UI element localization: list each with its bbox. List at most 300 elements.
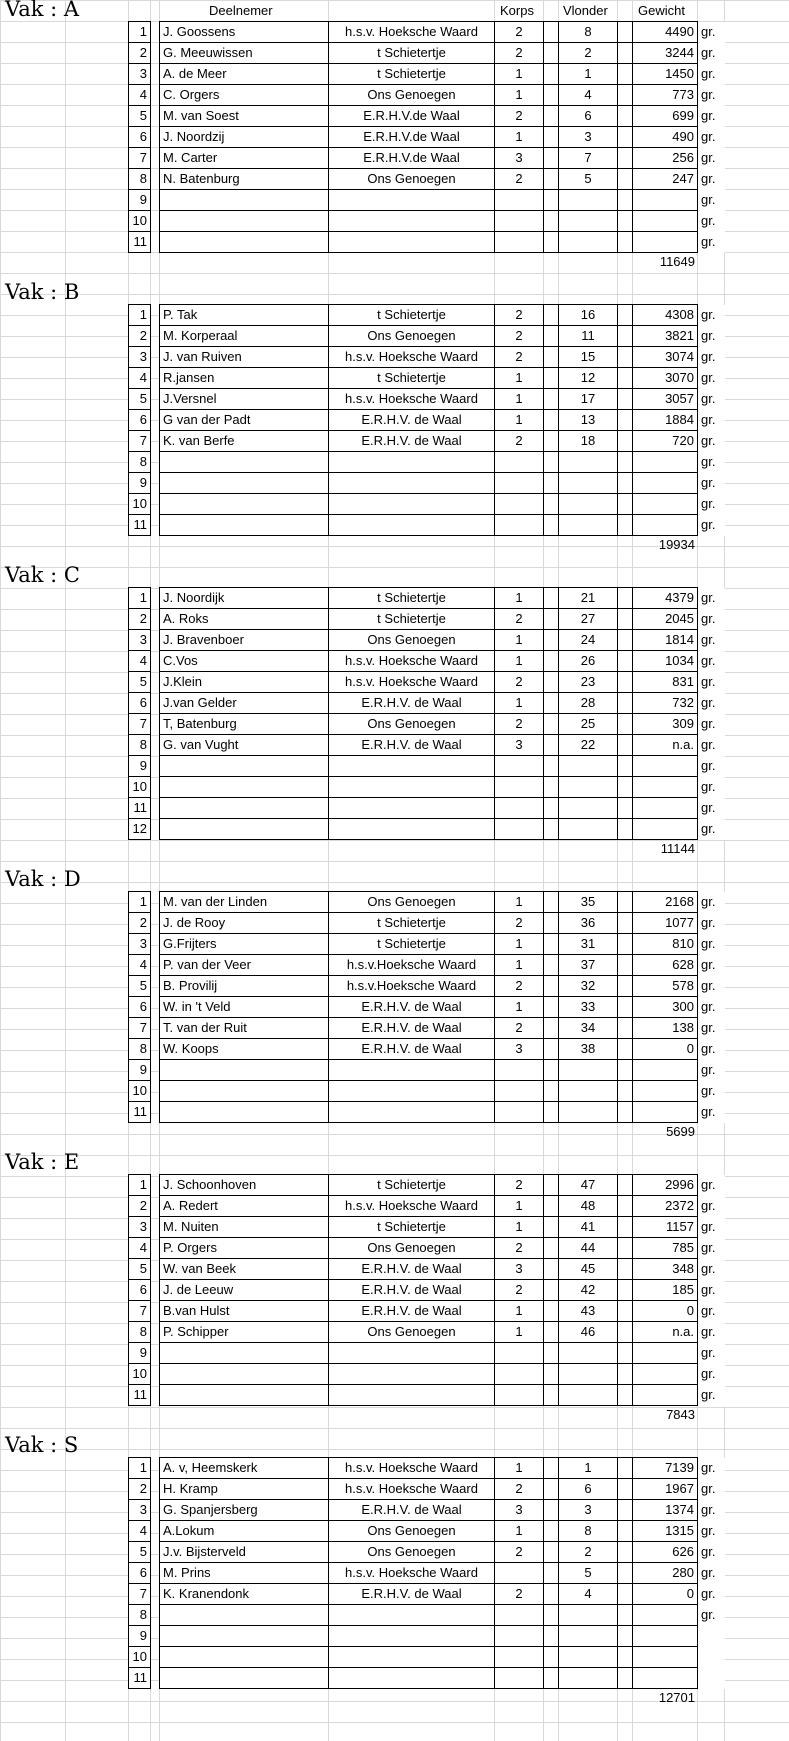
platform-cell[interactable] <box>559 1668 618 1689</box>
empty-cell[interactable] <box>544 976 559 997</box>
corps-cell[interactable] <box>495 1385 544 1406</box>
club-cell[interactable]: t Schietertje <box>329 1175 495 1196</box>
weight-cell[interactable] <box>633 1102 698 1123</box>
club-cell[interactable]: E.R.H.V. de Waal <box>329 1280 495 1301</box>
row-number[interactable]: 2 <box>129 913 151 934</box>
row-number[interactable]: 10 <box>129 1647 151 1668</box>
empty-cell[interactable] <box>544 651 559 672</box>
corps-cell[interactable]: 1 <box>495 64 544 85</box>
row-number[interactable]: 2 <box>129 326 151 347</box>
unit-cell[interactable]: gr. <box>698 1343 725 1364</box>
platform-cell[interactable] <box>559 777 618 798</box>
corps-cell[interactable]: 1 <box>495 934 544 955</box>
row-number[interactable]: 11 <box>129 1385 151 1406</box>
unit-cell[interactable]: gr. <box>698 368 725 389</box>
club-cell[interactable]: E.R.H.V. de Waal <box>329 997 495 1018</box>
club-cell[interactable]: E.R.H.V. de Waal <box>329 410 495 431</box>
spacer-cell[interactable] <box>151 368 160 389</box>
participant-cell[interactable]: G van der Padt <box>160 410 329 431</box>
weight-cell[interactable] <box>633 473 698 494</box>
corps-cell[interactable]: 1 <box>495 1196 544 1217</box>
row-number[interactable]: 3 <box>129 347 151 368</box>
club-cell[interactable]: Ons Genoegen <box>329 892 495 913</box>
club-cell[interactable] <box>329 494 495 515</box>
platform-cell[interactable]: 47 <box>559 1175 618 1196</box>
corps-cell[interactable]: 2 <box>495 976 544 997</box>
participant-cell[interactable]: K. Kranendonk <box>160 1584 329 1605</box>
empty-cell[interactable] <box>618 997 633 1018</box>
unit-cell[interactable]: gr. <box>698 934 725 955</box>
spacer-cell[interactable] <box>151 1018 160 1039</box>
corps-cell[interactable]: 1 <box>495 955 544 976</box>
platform-cell[interactable] <box>559 1647 618 1668</box>
platform-cell[interactable]: 13 <box>559 410 618 431</box>
empty-cell[interactable] <box>618 389 633 410</box>
participant-cell[interactable]: W. in 't Veld <box>160 997 329 1018</box>
club-cell[interactable]: t Schietertje <box>329 43 495 64</box>
platform-cell[interactable]: 12 <box>559 368 618 389</box>
unit-cell[interactable]: gr. <box>698 85 725 106</box>
club-cell[interactable]: Ons Genoegen <box>329 714 495 735</box>
club-cell[interactable]: Ons Genoegen <box>329 1322 495 1343</box>
corps-cell[interactable]: 1 <box>495 85 544 106</box>
participant-cell[interactable]: H. Kramp <box>160 1479 329 1500</box>
empty-cell[interactable] <box>618 1039 633 1060</box>
empty-cell[interactable] <box>544 127 559 148</box>
spacer-cell[interactable] <box>151 1647 160 1668</box>
weight-cell[interactable]: 773 <box>633 85 698 106</box>
spacer-cell[interactable] <box>151 1280 160 1301</box>
row-number[interactable]: 4 <box>129 1238 151 1259</box>
corps-cell[interactable]: 1 <box>495 651 544 672</box>
spacer-cell[interactable] <box>151 714 160 735</box>
weight-cell[interactable] <box>633 1668 698 1689</box>
spacer-cell[interactable] <box>151 756 160 777</box>
club-cell[interactable] <box>329 232 495 253</box>
participant-cell[interactable]: G.Frijters <box>160 934 329 955</box>
club-cell[interactable] <box>329 1605 495 1626</box>
spacer-cell[interactable] <box>151 672 160 693</box>
participant-cell[interactable]: J. Noordijk <box>160 588 329 609</box>
row-number[interactable]: 8 <box>129 1605 151 1626</box>
empty-cell[interactable] <box>618 1584 633 1605</box>
unit-cell[interactable]: gr. <box>698 588 725 609</box>
empty-cell[interactable] <box>544 106 559 127</box>
empty-cell[interactable] <box>544 1458 559 1479</box>
corps-cell[interactable] <box>495 452 544 473</box>
platform-cell[interactable]: 3 <box>559 127 618 148</box>
unit-cell[interactable]: gr. <box>698 1521 725 1542</box>
corps-cell[interactable]: 1 <box>495 368 544 389</box>
empty-cell[interactable] <box>544 1479 559 1500</box>
weight-cell[interactable]: 3057 <box>633 389 698 410</box>
weight-cell[interactable] <box>633 1081 698 1102</box>
empty-cell[interactable] <box>544 1259 559 1280</box>
platform-cell[interactable] <box>559 1626 618 1647</box>
platform-cell[interactable]: 2 <box>559 43 618 64</box>
empty-cell[interactable] <box>618 1175 633 1196</box>
spacer-cell[interactable] <box>151 1626 160 1647</box>
club-cell[interactable]: h.s.v. Hoeksche Waard <box>329 347 495 368</box>
unit-cell[interactable]: gr. <box>698 326 725 347</box>
platform-cell[interactable]: 25 <box>559 714 618 735</box>
empty-cell[interactable] <box>618 494 633 515</box>
empty-cell[interactable] <box>544 1175 559 1196</box>
unit-cell[interactable]: gr. <box>698 232 725 253</box>
spacer-cell[interactable] <box>151 127 160 148</box>
weight-cell[interactable]: 7139 <box>633 1458 698 1479</box>
row-number[interactable]: 9 <box>129 1343 151 1364</box>
empty-cell[interactable] <box>618 22 633 43</box>
weight-cell[interactable]: 1077 <box>633 913 698 934</box>
participant-cell[interactable]: A.Lokum <box>160 1521 329 1542</box>
empty-cell[interactable] <box>618 1196 633 1217</box>
weight-cell[interactable]: 1034 <box>633 651 698 672</box>
unit-cell[interactable]: gr. <box>698 1196 725 1217</box>
platform-cell[interactable]: 24 <box>559 630 618 651</box>
spacer-cell[interactable] <box>151 1060 160 1081</box>
empty-cell[interactable] <box>544 169 559 190</box>
empty-cell[interactable] <box>544 1343 559 1364</box>
participant-cell[interactable] <box>160 1081 329 1102</box>
empty-cell[interactable] <box>544 389 559 410</box>
spacer-cell[interactable] <box>151 913 160 934</box>
platform-cell[interactable]: 3 <box>559 1500 618 1521</box>
row-number[interactable]: 1 <box>129 1458 151 1479</box>
participant-cell[interactable]: J. de Leeuw <box>160 1280 329 1301</box>
participant-cell[interactable] <box>160 798 329 819</box>
platform-cell[interactable]: 1 <box>559 64 618 85</box>
corps-cell[interactable]: 2 <box>495 714 544 735</box>
platform-cell[interactable] <box>559 1364 618 1385</box>
participant-cell[interactable] <box>160 1647 329 1668</box>
participant-cell[interactable]: P. Schipper <box>160 1322 329 1343</box>
corps-cell[interactable] <box>495 1668 544 1689</box>
club-cell[interactable] <box>329 190 495 211</box>
unit-cell[interactable]: gr. <box>698 630 725 651</box>
participant-cell[interactable]: J. Goossens <box>160 22 329 43</box>
empty-cell[interactable] <box>544 934 559 955</box>
corps-cell[interactable] <box>495 1626 544 1647</box>
empty-cell[interactable] <box>618 672 633 693</box>
unit-cell[interactable]: gr. <box>698 1500 725 1521</box>
unit-cell[interactable]: gr. <box>698 1479 725 1500</box>
unit-cell[interactable]: gr. <box>698 22 725 43</box>
unit-cell[interactable]: gr. <box>698 1039 725 1060</box>
unit-cell[interactable]: gr. <box>698 1563 725 1584</box>
unit-cell[interactable]: gr. <box>698 347 725 368</box>
corps-cell[interactable]: 1 <box>495 693 544 714</box>
club-cell[interactable] <box>329 1081 495 1102</box>
platform-cell[interactable] <box>559 473 618 494</box>
spacer-cell[interactable] <box>151 305 160 326</box>
weight-cell[interactable] <box>633 1626 698 1647</box>
platform-cell[interactable]: 23 <box>559 672 618 693</box>
weight-cell[interactable]: 185 <box>633 1280 698 1301</box>
row-number[interactable]: 9 <box>129 756 151 777</box>
weight-cell[interactable] <box>633 494 698 515</box>
participant-cell[interactable]: M. Carter <box>160 148 329 169</box>
corps-cell[interactable]: 2 <box>495 1584 544 1605</box>
empty-cell[interactable] <box>544 1280 559 1301</box>
empty-cell[interactable] <box>544 1647 559 1668</box>
platform-cell[interactable] <box>559 1385 618 1406</box>
empty-cell[interactable] <box>618 1081 633 1102</box>
weight-cell[interactable]: 2372 <box>633 1196 698 1217</box>
unit-cell[interactable]: gr. <box>698 913 725 934</box>
club-cell[interactable] <box>329 798 495 819</box>
corps-cell[interactable] <box>495 777 544 798</box>
participant-cell[interactable]: M. Nuiten <box>160 1217 329 1238</box>
club-cell[interactable]: Ons Genoegen <box>329 85 495 106</box>
weight-cell[interactable] <box>633 232 698 253</box>
corps-cell[interactable] <box>495 1364 544 1385</box>
row-number[interactable]: 10 <box>129 211 151 232</box>
participant-cell[interactable]: B.van Hulst <box>160 1301 329 1322</box>
club-cell[interactable]: Ons Genoegen <box>329 1542 495 1563</box>
unit-cell[interactable]: gr. <box>698 1238 725 1259</box>
club-cell[interactable]: h.s.v. Hoekschе Waard <box>329 22 495 43</box>
empty-cell[interactable] <box>618 43 633 64</box>
club-cell[interactable] <box>329 1668 495 1689</box>
weight-cell[interactable] <box>633 452 698 473</box>
unit-cell[interactable]: gr. <box>698 1102 725 1123</box>
weight-cell[interactable]: 810 <box>633 934 698 955</box>
row-number[interactable]: 5 <box>129 1259 151 1280</box>
weight-cell[interactable]: 831 <box>633 672 698 693</box>
weight-cell[interactable]: 1315 <box>633 1521 698 1542</box>
corps-cell[interactable]: 2 <box>495 672 544 693</box>
weight-cell[interactable]: 309 <box>633 714 698 735</box>
unit-cell[interactable] <box>698 1668 725 1689</box>
empty-cell[interactable] <box>618 473 633 494</box>
row-number[interactable]: 1 <box>129 305 151 326</box>
weight-cell[interactable]: n.a. <box>633 735 698 756</box>
unit-cell[interactable]: gr. <box>698 819 725 840</box>
empty-cell[interactable] <box>544 1584 559 1605</box>
unit-cell[interactable]: gr. <box>698 756 725 777</box>
club-cell[interactable]: E.R.H.V. de Waal <box>329 1584 495 1605</box>
club-cell[interactable]: E.R.H.V. de Waal <box>329 1259 495 1280</box>
empty-cell[interactable] <box>544 913 559 934</box>
row-number[interactable]: 11 <box>129 1668 151 1689</box>
corps-cell[interactable] <box>495 798 544 819</box>
participant-cell[interactable]: J.van Gelder <box>160 693 329 714</box>
weight-cell[interactable] <box>633 1364 698 1385</box>
spacer-cell[interactable] <box>151 410 160 431</box>
platform-cell[interactable] <box>559 452 618 473</box>
corps-cell[interactable]: 2 <box>495 1542 544 1563</box>
unit-cell[interactable]: gr. <box>698 955 725 976</box>
spacer-cell[interactable] <box>151 431 160 452</box>
empty-cell[interactable] <box>618 106 633 127</box>
row-number[interactable]: 5 <box>129 672 151 693</box>
unit-cell[interactable]: gr. <box>698 43 725 64</box>
row-number[interactable]: 10 <box>129 1081 151 1102</box>
corps-cell[interactable] <box>495 1060 544 1081</box>
platform-cell[interactable]: 45 <box>559 1259 618 1280</box>
corps-cell[interactable]: 2 <box>495 106 544 127</box>
empty-cell[interactable] <box>544 211 559 232</box>
platform-cell[interactable] <box>559 1060 618 1081</box>
unit-cell[interactable]: gr. <box>698 127 725 148</box>
corps-cell[interactable]: 2 <box>495 347 544 368</box>
row-number[interactable]: 9 <box>129 473 151 494</box>
participant-cell[interactable]: A. Roks <box>160 609 329 630</box>
empty-cell[interactable] <box>544 305 559 326</box>
spacer-cell[interactable] <box>151 169 160 190</box>
unit-cell[interactable]: gr. <box>698 735 725 756</box>
spacer-cell[interactable] <box>151 1081 160 1102</box>
platform-cell[interactable]: 6 <box>559 1479 618 1500</box>
empty-cell[interactable] <box>618 1605 633 1626</box>
spacer-cell[interactable] <box>151 1301 160 1322</box>
empty-cell[interactable] <box>544 955 559 976</box>
spacer-cell[interactable] <box>151 1563 160 1584</box>
participant-cell[interactable] <box>160 1385 329 1406</box>
empty-cell[interactable] <box>618 1647 633 1668</box>
spacer-cell[interactable] <box>151 651 160 672</box>
empty-cell[interactable] <box>618 756 633 777</box>
row-number[interactable]: 6 <box>129 1563 151 1584</box>
spacer-cell[interactable] <box>151 1458 160 1479</box>
row-number[interactable]: 9 <box>129 1060 151 1081</box>
spacer-cell[interactable] <box>151 473 160 494</box>
platform-cell[interactable]: 31 <box>559 934 618 955</box>
spacer-cell[interactable] <box>151 1039 160 1060</box>
participant-cell[interactable]: J. Noordzij <box>160 127 329 148</box>
corps-cell[interactable]: 2 <box>495 1479 544 1500</box>
club-cell[interactable] <box>329 1626 495 1647</box>
weight-cell[interactable]: 348 <box>633 1259 698 1280</box>
row-number[interactable]: 4 <box>129 1521 151 1542</box>
empty-cell[interactable] <box>544 1542 559 1563</box>
club-cell[interactable]: E.R.H.V. de Waal <box>329 1018 495 1039</box>
empty-cell[interactable] <box>618 934 633 955</box>
platform-cell[interactable]: 2 <box>559 1542 618 1563</box>
platform-cell[interactable]: 17 <box>559 389 618 410</box>
platform-cell[interactable] <box>559 494 618 515</box>
platform-cell[interactable]: 16 <box>559 305 618 326</box>
unit-cell[interactable]: gr. <box>698 1060 725 1081</box>
row-number[interactable]: 4 <box>129 368 151 389</box>
club-cell[interactable]: h.s.v. Hoeksche Waard <box>329 1458 495 1479</box>
row-number[interactable]: 10 <box>129 1364 151 1385</box>
empty-cell[interactable] <box>544 1102 559 1123</box>
row-number[interactable]: 2 <box>129 609 151 630</box>
platform-cell[interactable] <box>559 756 618 777</box>
empty-cell[interactable] <box>618 305 633 326</box>
platform-cell[interactable]: 8 <box>559 22 618 43</box>
club-cell[interactable]: t Schietertje <box>329 305 495 326</box>
empty-cell[interactable] <box>544 777 559 798</box>
spacer-cell[interactable] <box>151 1343 160 1364</box>
participant-cell[interactable]: N. Batenburg <box>160 169 329 190</box>
empty-cell[interactable] <box>544 997 559 1018</box>
weight-cell[interactable]: 2996 <box>633 1175 698 1196</box>
weight-cell[interactable]: 3074 <box>633 347 698 368</box>
spacer-cell[interactable] <box>151 1542 160 1563</box>
platform-cell[interactable]: 43 <box>559 1301 618 1322</box>
empty-cell[interactable] <box>544 1196 559 1217</box>
participant-cell[interactable]: B. Provilij <box>160 976 329 997</box>
spacer-cell[interactable] <box>151 1259 160 1280</box>
participant-cell[interactable]: W. Koops <box>160 1039 329 1060</box>
corps-cell[interactable] <box>495 1563 544 1584</box>
club-cell[interactable]: E.R.H.V. de Waal <box>329 1039 495 1060</box>
spacer-cell[interactable] <box>151 588 160 609</box>
spacer-cell[interactable] <box>151 1605 160 1626</box>
empty-cell[interactable] <box>544 735 559 756</box>
empty-cell[interactable] <box>618 1301 633 1322</box>
participant-cell[interactable]: T, Batenburg <box>160 714 329 735</box>
club-cell[interactable] <box>329 1060 495 1081</box>
unit-cell[interactable]: gr. <box>698 305 725 326</box>
spacer-cell[interactable] <box>151 1385 160 1406</box>
club-cell[interactable]: h.s.v.Hoeksche Waard <box>329 976 495 997</box>
participant-cell[interactable] <box>160 190 329 211</box>
participant-cell[interactable] <box>160 756 329 777</box>
empty-cell[interactable] <box>544 1563 559 1584</box>
participant-cell[interactable] <box>160 1626 329 1647</box>
weight-cell[interactable]: 1884 <box>633 410 698 431</box>
spacer-cell[interactable] <box>151 190 160 211</box>
corps-cell[interactable] <box>495 232 544 253</box>
empty-cell[interactable] <box>544 756 559 777</box>
participant-cell[interactable] <box>160 473 329 494</box>
weight-cell[interactable]: 2045 <box>633 609 698 630</box>
corps-cell[interactable]: 1 <box>495 1458 544 1479</box>
club-cell[interactable]: E.R.H.V. de Waal <box>329 431 495 452</box>
empty-cell[interactable] <box>618 693 633 714</box>
club-cell[interactable]: h.s.v. Hoeksche Waard <box>329 1196 495 1217</box>
row-number[interactable]: 11 <box>129 1102 151 1123</box>
spacer-cell[interactable] <box>151 934 160 955</box>
spacer-cell[interactable] <box>151 819 160 840</box>
weight-cell[interactable]: 3070 <box>633 368 698 389</box>
corps-cell[interactable]: 2 <box>495 43 544 64</box>
row-number[interactable]: 1 <box>129 22 151 43</box>
participant-cell[interactable]: J. van Ruiven <box>160 347 329 368</box>
empty-cell[interactable] <box>544 1018 559 1039</box>
empty-cell[interactable] <box>544 326 559 347</box>
club-cell[interactable]: t Schietertje <box>329 368 495 389</box>
weight-cell[interactable]: 578 <box>633 976 698 997</box>
unit-cell[interactable] <box>698 1626 725 1647</box>
participant-cell[interactable]: M. van Soest <box>160 106 329 127</box>
spacer-cell[interactable] <box>151 106 160 127</box>
participant-cell[interactable]: G. van Vught <box>160 735 329 756</box>
empty-cell[interactable] <box>544 85 559 106</box>
club-cell[interactable] <box>329 777 495 798</box>
weight-cell[interactable]: 626 <box>633 1542 698 1563</box>
empty-cell[interactable] <box>618 148 633 169</box>
club-cell[interactable]: Ons Genoegen <box>329 326 495 347</box>
participant-cell[interactable]: K. van Berfe <box>160 431 329 452</box>
weight-cell[interactable]: 1157 <box>633 1217 698 1238</box>
weight-cell[interactable]: 0 <box>633 1039 698 1060</box>
club-cell[interactable] <box>329 1385 495 1406</box>
row-number[interactable]: 1 <box>129 892 151 913</box>
corps-cell[interactable] <box>495 1102 544 1123</box>
unit-cell[interactable]: gr. <box>698 148 725 169</box>
empty-cell[interactable] <box>618 1322 633 1343</box>
unit-cell[interactable]: gr. <box>698 1217 725 1238</box>
corps-cell[interactable]: 1 <box>495 127 544 148</box>
row-number[interactable]: 8 <box>129 1039 151 1060</box>
participant-cell[interactable]: P. Tak <box>160 305 329 326</box>
spacer-cell[interactable] <box>151 630 160 651</box>
